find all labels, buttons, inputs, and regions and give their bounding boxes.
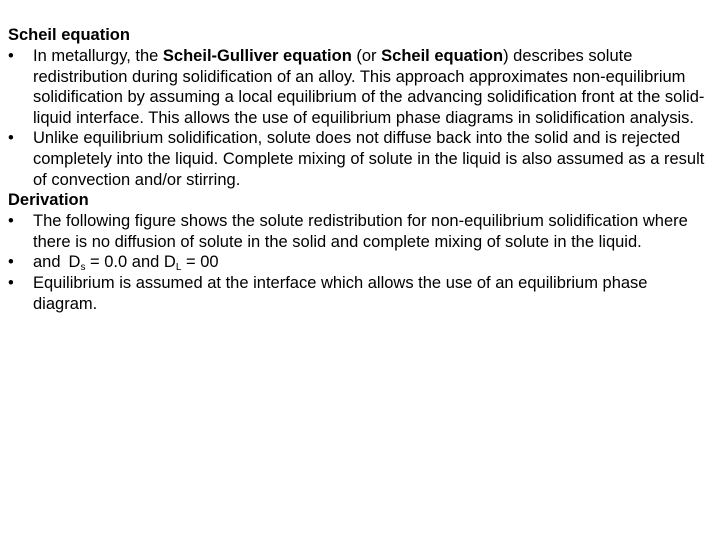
dl-value-text: = 00	[181, 253, 219, 272]
bullet-text-middle: (or	[351, 47, 382, 65]
bullet-figure-description	[8, 211, 708, 252]
ds-symbol: D	[68, 253, 81, 272]
bullet-text: The following figure shows the solute redistribution for non-equilibrium solidification where there is no diffusion of solute in the solid and complete mixing of solute in the liquid.	[33, 212, 688, 251]
slide-content	[8, 25, 708, 314]
bullet-interface-equilibrium	[8, 273, 708, 314]
bullet-text-prefix: In metallurgy, the	[33, 47, 163, 65]
dl-subscript: L	[175, 262, 182, 274]
ds-subscript: s	[80, 262, 86, 274]
section-heading-scheil-equation: Scheil equation	[8, 26, 130, 44]
dl-symbol: D	[163, 253, 176, 272]
bullet-dot-icon: •	[8, 253, 14, 272]
bullet-diffusion-coefficients	[8, 252, 708, 273]
derivation-bullet-list	[8, 211, 708, 314]
bold-term-scheil-equation: Scheil equation	[381, 47, 504, 65]
bullet-solute-rejection	[8, 128, 708, 190]
section-heading-derivation: Derivation	[8, 191, 89, 210]
bullet-text-prefix: and	[33, 253, 61, 272]
bullet-text: Equilibrium is assumed at the interface which allows the use of an equilibrium phase diagram.	[33, 273, 648, 313]
ds-value-text: = 0.0 and	[85, 253, 164, 272]
bold-term-scheil-gulliver: Scheil-Gulliver equation	[162, 47, 352, 65]
scheil-bullet-list	[8, 46, 708, 190]
bullet-dot-icon: •	[8, 129, 14, 148]
bullet-text-suffix: ) describes solute redistribution during solidification of an alloy. This approach approximates non-equilibrium solidification by assuming a local equilibrium of the advancing solidification front at the solid-liquid interface. This allows the use of equilibrium phase diagrams in solidification analysis.	[33, 47, 705, 127]
bullet-dot-icon: •	[8, 212, 14, 231]
bullet-dot-icon: •	[8, 273, 14, 292]
bullet-dot-icon: •	[8, 47, 14, 65]
bullet-scheil-definition	[8, 46, 708, 128]
bullet-text: Unlike equilibrium solidification, solute does not diffuse back into the solid and is rejected completely into the liquid. Complete mixing of solute in the liquid is also assumed as a result of convection and/or stirring.	[33, 129, 705, 189]
